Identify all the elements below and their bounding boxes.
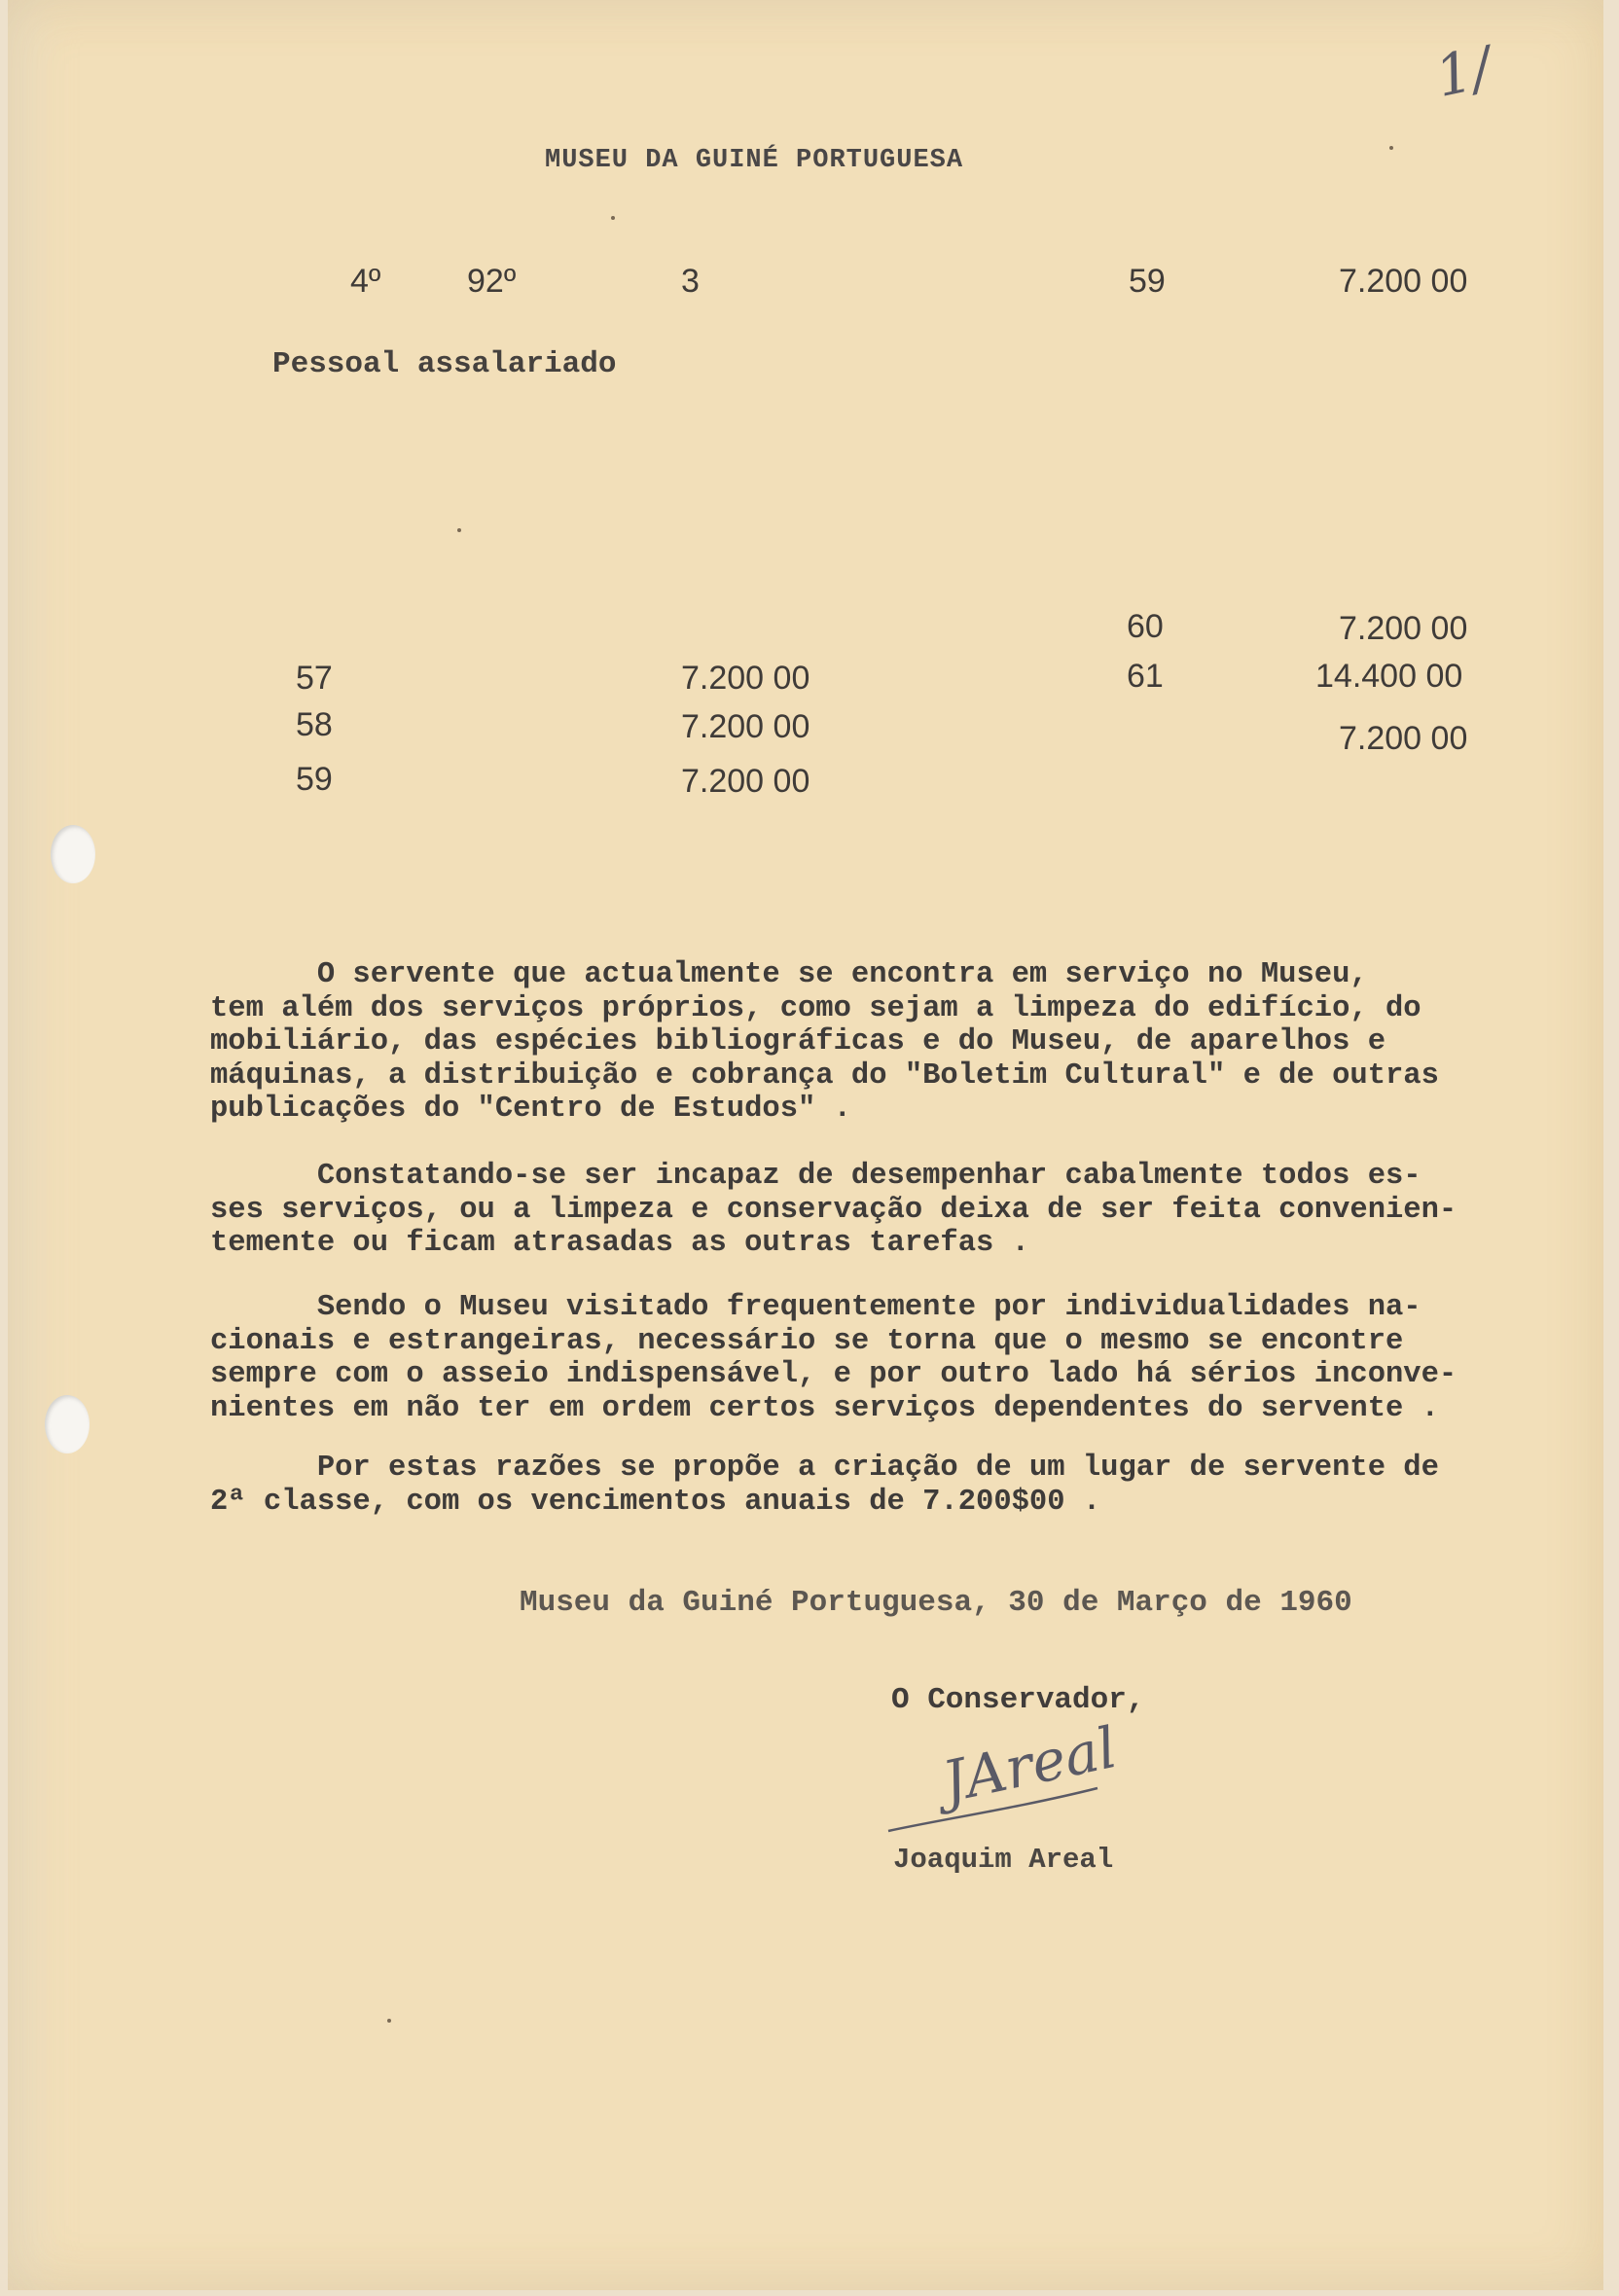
right-table-amount: 7.200 00 — [1339, 720, 1468, 757]
ink-speck — [1389, 146, 1393, 150]
left-table-amount: 7.200 00 — [681, 763, 810, 800]
page-title: MUSEU DA GUINÉ PORTUGUESA — [545, 146, 964, 175]
body-paragraph: O servente que actualmente se encontra em serviço no Museu, tem além dos serviços próprios, como sejam a limpeza do edifício, do mobiliário, das espécies bibliográficas e do Museu, de aparelhos e máquinas, a distribuição e cobrança do "Boletim Cultural" e de outras publicações do "Centro de Estudos" . — [210, 958, 1439, 1126]
left-table-amount: 7.200 00 — [681, 708, 810, 745]
right-table-amount: 14.400 00 — [1315, 658, 1463, 695]
punch-hole-bottom — [45, 1395, 90, 1453]
budget-item: 3 — [681, 263, 700, 300]
budget-year: 59 — [1129, 263, 1166, 300]
ink-speck — [387, 2019, 391, 2023]
left-table-year: 59 — [296, 761, 333, 798]
document-page — [8, 0, 1603, 2290]
punch-hole-top — [51, 825, 95, 883]
budget-chapter: 4º — [350, 263, 381, 300]
body-paragraph: Sendo o Museu visitado frequentemente por individualidades na- cionais e estrangeiras, necessário se torna que o mesmo se encontre sempre com o asseio indispensável, e por outro lado há sérios inconve- nientes em não ter em ordem certos serviços dependentes do servente . — [210, 1291, 1457, 1425]
handwritten-signature: JAreal — [936, 1713, 1123, 1816]
ink-speck — [611, 216, 615, 220]
signer-name: Joaquim Areal — [893, 1844, 1114, 1876]
left-table-year: 57 — [296, 660, 333, 697]
place-date: Museu da Guiné Portuguesa, 30 de Março de 1960 — [520, 1586, 1352, 1620]
signature-title: O Conservador, — [891, 1683, 1145, 1717]
left-table-year: 58 — [296, 706, 333, 743]
body-paragraph: Constatando-se ser incapaz de desempenhar cabalmente todos es- ses serviços, ou a limpeza e conservação deixa de ser feita convenien- temente ou ficam atrasadas as outras tarefas . — [210, 1160, 1457, 1260]
page-number: 1/ — [1429, 33, 1497, 111]
ink-speck — [457, 528, 461, 532]
left-table-amount: 7.200 00 — [681, 660, 810, 697]
right-table-amount: 7.200 00 — [1339, 610, 1468, 647]
signature-flourish — [883, 1780, 1107, 1839]
right-table-year: 60 — [1127, 608, 1164, 645]
right-table-year: 61 — [1127, 658, 1164, 695]
budget-article: 92º — [467, 263, 517, 300]
section-label: Pessoal assalariado — [272, 347, 617, 381]
body-paragraph: Por estas razões se propõe a criação de um lugar de servente de 2ª classe, com os vencimentos anuais de 7.200$00 . — [210, 1452, 1439, 1519]
budget-amount: 7.200 00 — [1339, 263, 1468, 300]
